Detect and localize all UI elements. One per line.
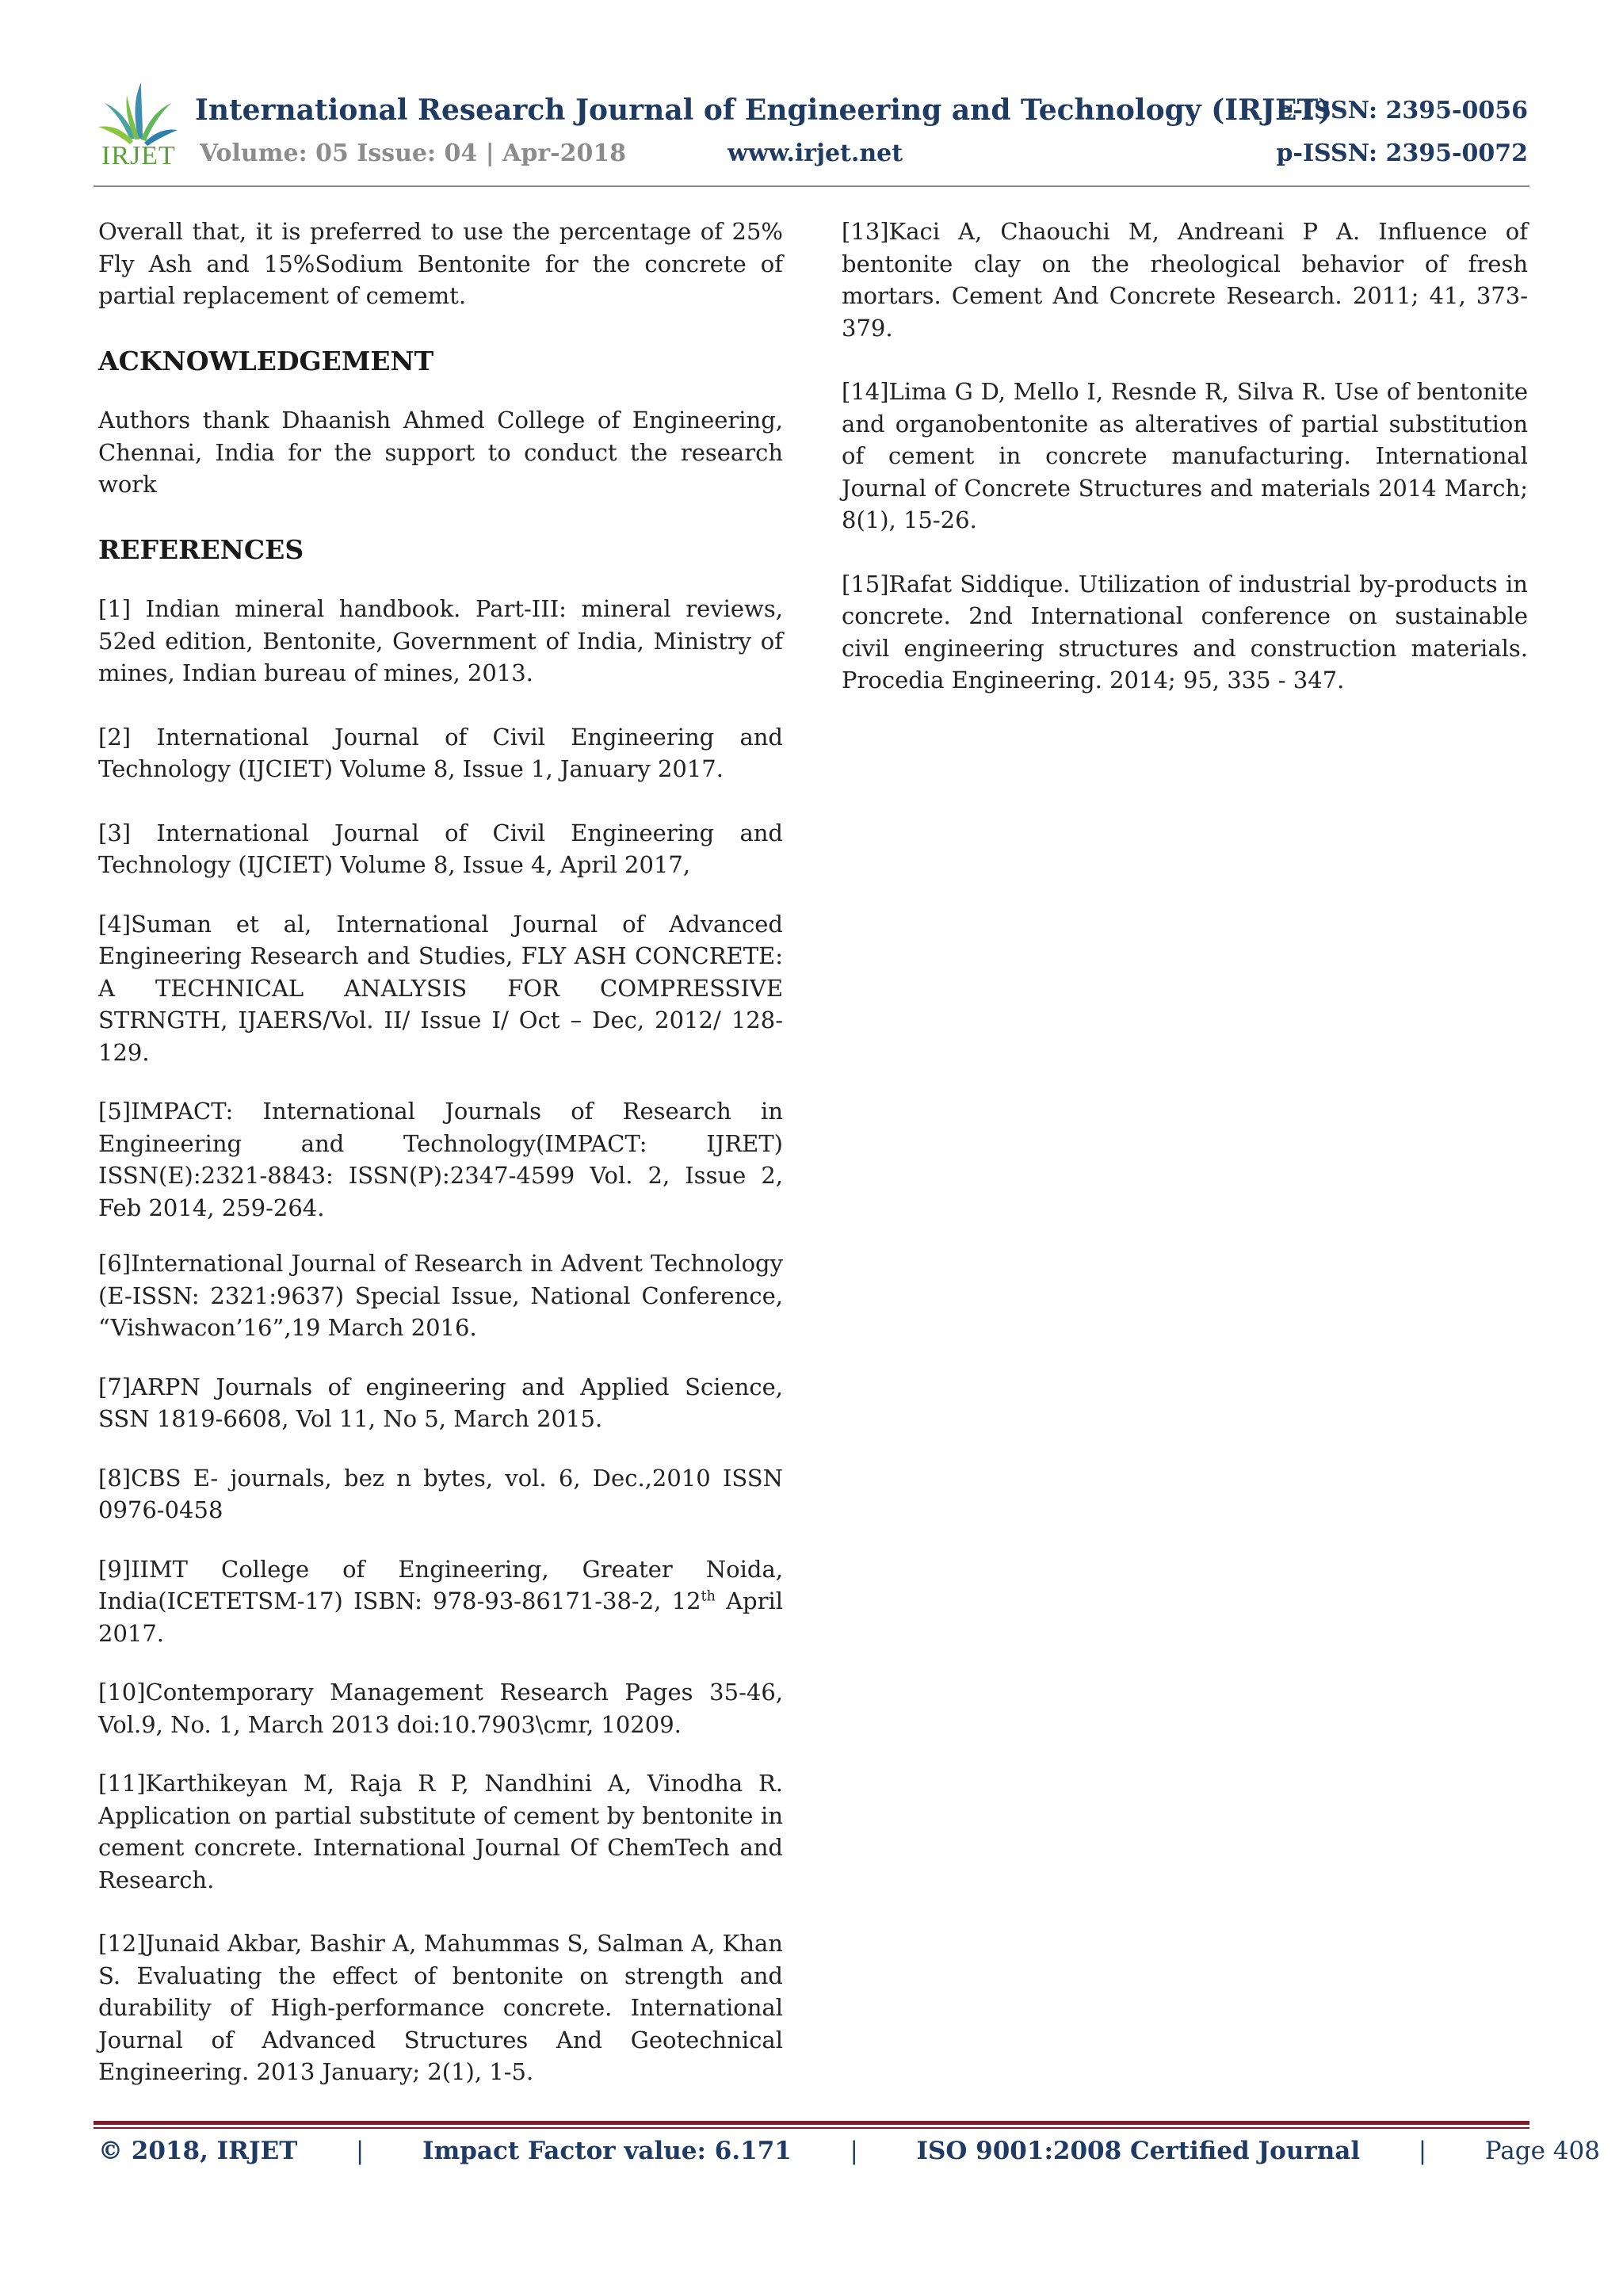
logo-text: IRJET xyxy=(101,141,176,170)
reference-item: [4]Suman et al, International Journal of Advanced Engineering Research and Studies, FLY ASH CONCRETE: A TECHNICAL ANALYSIS FOR COMPRESSIVE STRNGTH, IJAERS/Vol. II/ Issue I/ Oct – Dec, 2012/ 128-129. xyxy=(98,910,783,1066)
journal-title: International Research Journal of Engineering and Technology (IRJET) xyxy=(195,94,1332,127)
right-column xyxy=(842,216,1528,697)
page-number: Page 408 xyxy=(1484,2137,1600,2165)
p-issn: p-ISSN: 2395-0072 xyxy=(1276,139,1528,167)
reference-item: [6]International Journal of Research in Advent Technology (E-ISSN: 2321:9637) Special Issue, National Conference, “Vishwacon’16”,19 March 2016. xyxy=(98,1250,783,1341)
reference-item: [1] Indian mineral handbook. Part-III: mineral reviews, 52ed edition, Bentonite, Government of India, Ministry of mines, Indian bureau of mines, 2013. xyxy=(98,595,783,686)
reference-item: [8]CBS E- journals, bez n bytes, vol. 6, Dec.,2010 ISSN 0976-0458 xyxy=(98,1464,783,1523)
reference-item: [3] International Journal of Civil Engineering and Technology (IJCIET) Volume 8, Issue 4, April 2017, xyxy=(98,819,783,878)
reference-item: [2] International Journal of Civil Engineering and Technology (IJCIET) Volume 8, Issue 1, January 2017. xyxy=(98,723,783,782)
iso-certification: ISO 9001:2008 Certified Journal xyxy=(916,2137,1361,2165)
reference-item: [15]Rafat Siddique. Utilization of industrial by-products in concrete. 2nd International conference on sustainable civil engineering structures and construction materials. Procedia Engineering. 2014; 95, 335 - 347. xyxy=(842,570,1528,693)
footer-separator: | xyxy=(355,2137,365,2165)
footer-separator: | xyxy=(850,2137,858,2165)
header-divider xyxy=(94,185,1529,187)
page-footer xyxy=(98,2137,1600,2165)
reference-item: [12]Junaid Akbar, Bashir A, Mahummas S, Salman A, Khan S. Evaluating the effect of bentonite on strength and durability of High-performance concrete. International Journal of Advanced Structures And Geotechnical Engineering. 2013 January; 2(1), 1-5. xyxy=(98,1930,783,2085)
references-heading: REFERENCES xyxy=(98,533,304,565)
reference-item: [14]Lima G D, Mello I, Resnde R, Silva R. Use of bentonite and organobentonite as alteratives of partial substitution of cement in concrete manufacturing. International Journal of Concrete Structures and materials 2014 March; 8(1), 15-26. xyxy=(842,378,1528,533)
reference-9-text-end: April 2017. xyxy=(98,1587,783,1647)
reference-9-superscript: th xyxy=(701,1588,716,1605)
footer-separator: | xyxy=(1418,2137,1427,2165)
reference-item: [13]Kaci A, Chaouchi M, Andreani P A. Influence of bentonite clay on the rheological behavior of fresh mortars. Cement And Concrete Research. 2011; 41, 373-379. xyxy=(842,218,1528,342)
footer-divider xyxy=(94,2121,1529,2125)
conclusion-paragraph: Overall that, it is preferred to use the percentage of 25% Fly Ash and 15%Sodium Bentonite for the concrete of partial replacement of cememt. xyxy=(98,218,783,309)
volume-issue: Volume: 05 Issue: 04 | Apr-2018 xyxy=(200,139,627,167)
reference-item: [11]Karthikeyan M, Raja R P, Nandhini A, Vinodha R. Application on partial substitute of cement by bentonite in cement concrete. International Journal Of ChemTech and Research. xyxy=(98,1770,783,1893)
reference-item: [7]ARPN Journals of engineering and Applied Science, SSN 1819-6608, Vol 11, No 5, March 2015. xyxy=(98,1373,783,1432)
page-header xyxy=(0,0,1623,190)
reference-9-text: [9]IIMT College of Engineering, Greater Noida, India(ICETETSM-17) ISBN: 978-93-86171-38-2, 12 xyxy=(98,1555,783,1614)
reference-item-9 xyxy=(98,1553,783,1650)
acknowledgement-text: Authors thank Dhaanish Ahmed College of Engineering, Chennai, India for the support to conduct the research work xyxy=(98,407,783,498)
acknowledgement-heading: ACKNOWLEDGEMENT xyxy=(98,345,434,376)
website-link[interactable]: www.irjet.net xyxy=(727,139,903,167)
reference-item: [10]Contemporary Management Research Pages 35-46, Vol.9, No. 1, March 2013 doi:10.7903\cmr, 10209. xyxy=(98,1679,783,1738)
footer-divider-thin xyxy=(94,2127,1529,2129)
copyright: © 2018, IRJET xyxy=(98,2137,298,2165)
left-column xyxy=(98,216,783,2088)
impact-factor: Impact Factor value: 6.171 xyxy=(422,2137,792,2165)
reference-item: [5]IMPACT: International Journals of Research in Engineering and Technology(IMPACT: IJRET) ISSN(E):2321-8843: ISSN(P):2347-4599 Vol. 2, Issue 2, Feb 2014, 259-264. xyxy=(98,1098,783,1221)
e-issn: e-ISSN: 2395-0056 xyxy=(1277,97,1528,124)
